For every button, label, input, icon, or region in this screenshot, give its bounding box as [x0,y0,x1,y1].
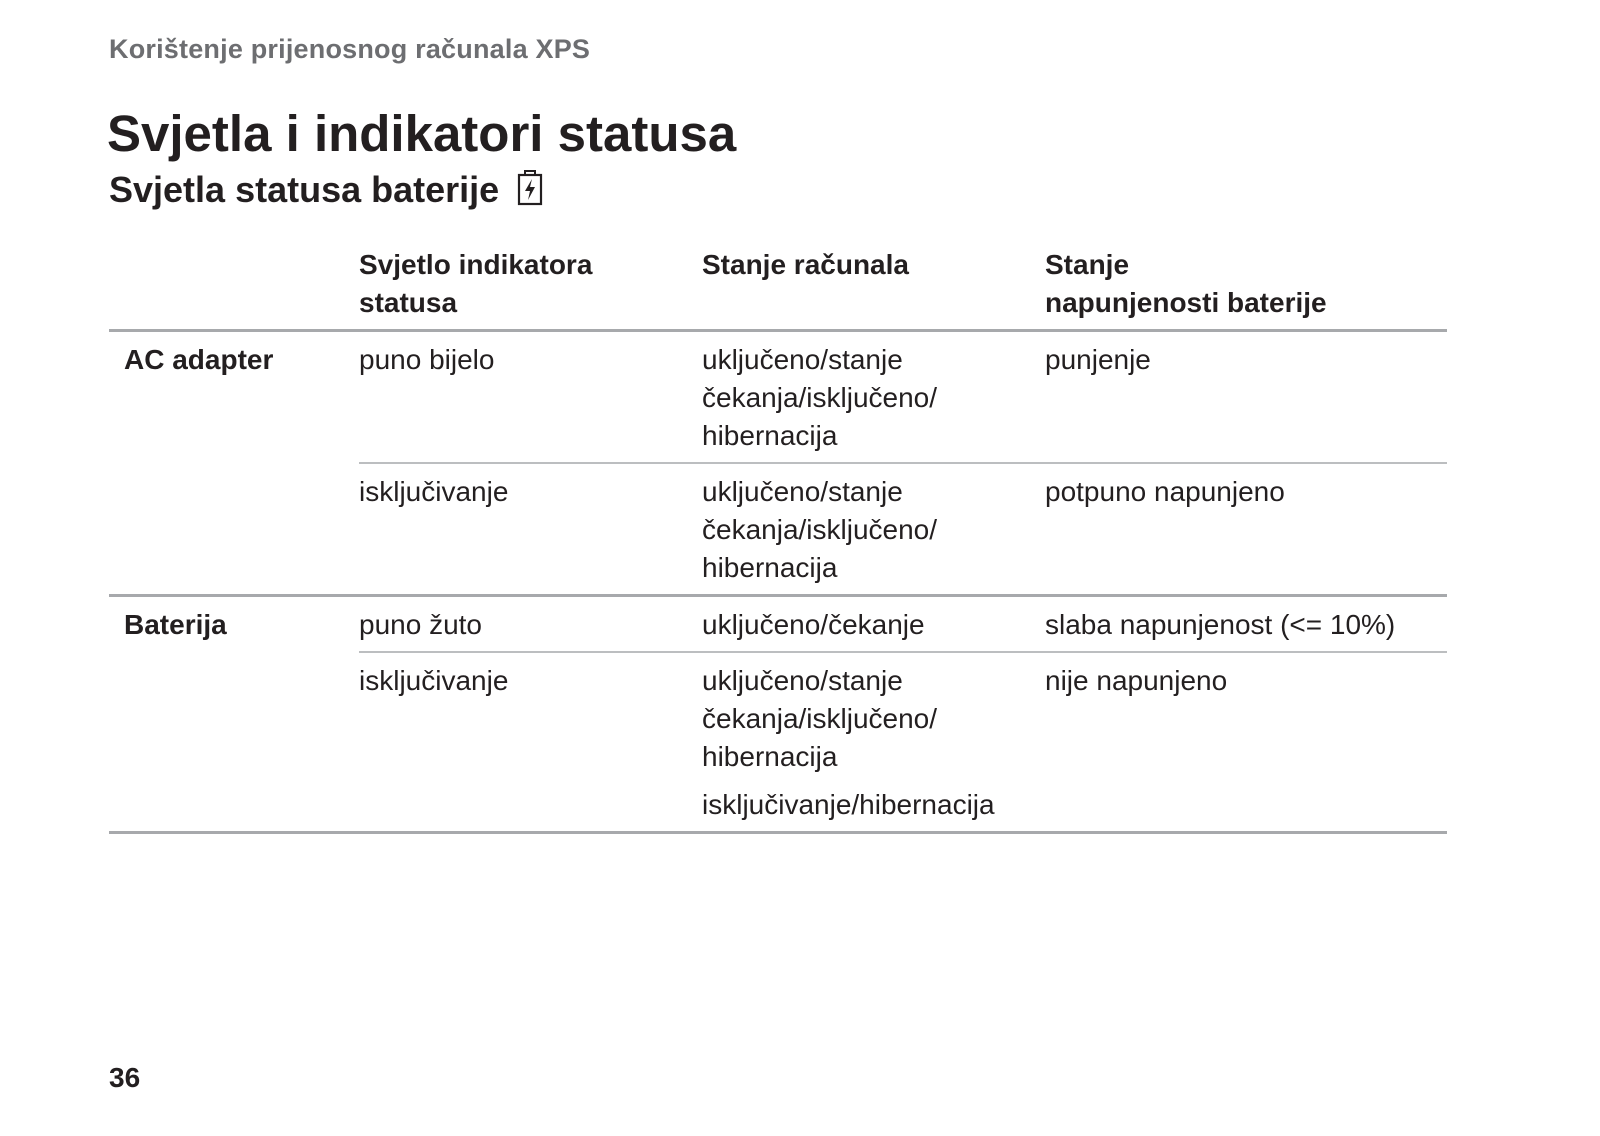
cell-state-line: hibernacija [702,552,838,583]
cell-state-line: čekanja/isključeno/ [702,514,938,545]
cell-state-line: uključeno/stanje [702,665,903,696]
cell-charge: nije napunjeno [1045,652,1447,833]
cell-light: isključivanje [359,652,702,833]
cell-light: isključivanje [359,463,702,596]
header-battery-charge-line1: Stanje [1045,249,1130,280]
row-label-ac-adapter: AC adapter [109,331,359,596]
header-battery-charge [1045,243,1447,331]
row-label-battery: Baterija [109,596,359,833]
header-computer-state: Stanje računala [702,243,1045,331]
cell-state-line: čekanja/isključeno/ [702,703,938,734]
table-row [109,596,1447,653]
cell-state [702,463,1045,596]
section-title [109,170,543,210]
cell-charge: punjenje [1045,331,1447,464]
header-indicator-light-line2: statusa [359,287,458,318]
header-battery-charge-line2: napunjenosti baterije [1045,287,1327,318]
cell-state-line: čekanja/isključeno/ [702,382,938,413]
cell-charge: slaba napunjenost (<= 10%) [1045,596,1447,653]
header-indicator-light-line1: Svjetlo indikatora [359,249,593,280]
cell-charge: potpuno napunjeno [1045,463,1447,596]
cell-state-line: hibernacija [702,420,838,451]
table-header-row [109,243,1447,331]
page-number: 36 [109,1062,141,1093]
section-title-text: Svjetla statusa baterije [109,169,500,210]
cell-state [702,652,1045,833]
cell-state-line: uključeno/stanje [702,344,903,375]
battery-charging-icon [517,170,543,206]
header-empty [109,243,359,331]
cell-state-extra: isključivanje/hibernacija [702,789,995,820]
cell-state [702,331,1045,464]
cell-state-line: uključeno/stanje [702,476,903,507]
cell-light: puno žuto [359,596,702,653]
header-indicator-light [359,243,702,331]
cell-light: puno bijelo [359,331,702,464]
cell-state-line: hibernacija [702,741,838,772]
page-title: Svjetla i indikatori statusa [107,105,737,162]
cell-state [702,596,1045,653]
table-row [109,331,1447,464]
cell-state-line: uključeno/čekanje [702,609,925,640]
running-header: Korištenje prijenosnog računala XPS [109,34,591,64]
battery-status-table [109,243,1447,834]
